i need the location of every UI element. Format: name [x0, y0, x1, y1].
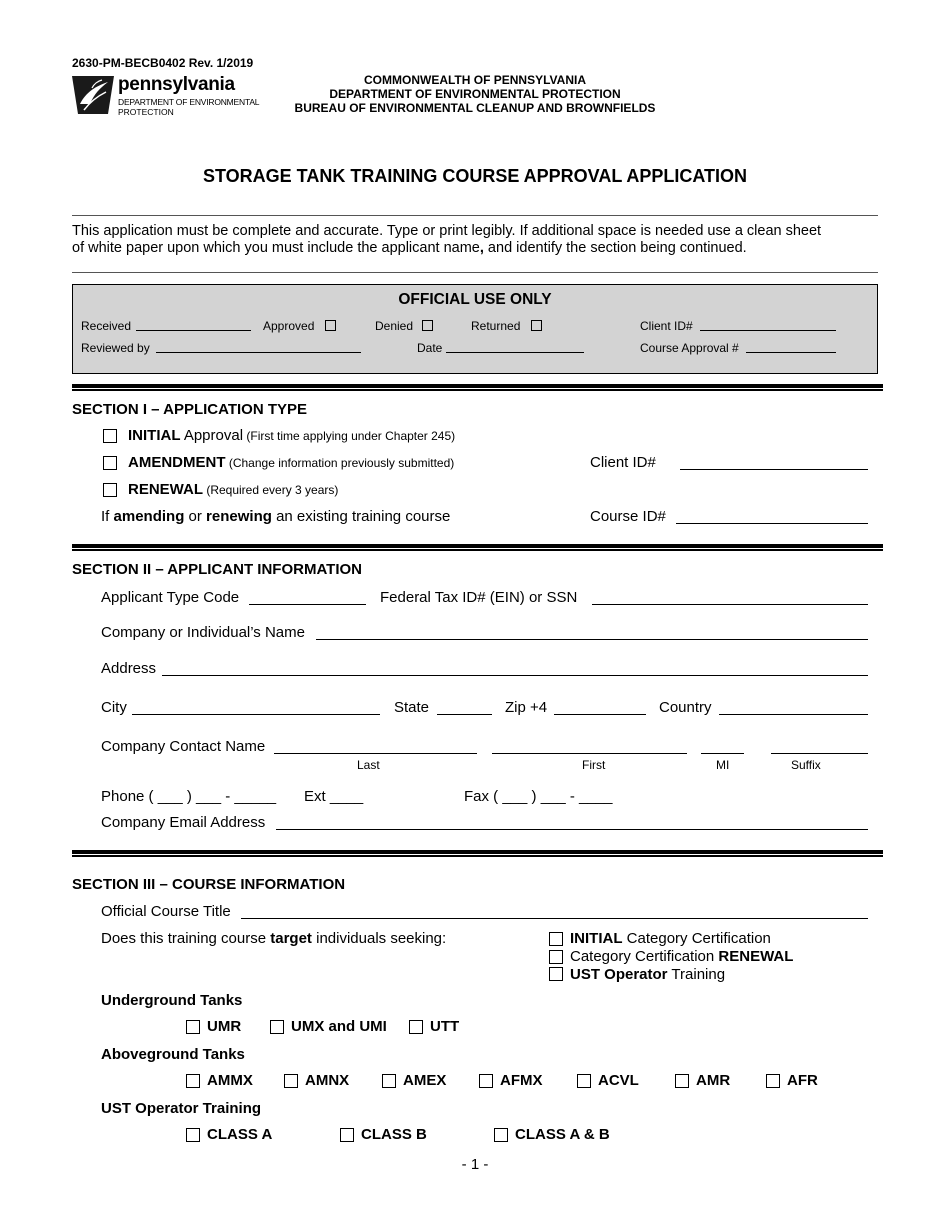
reviewed-by-label: Reviewed by	[81, 341, 150, 355]
pa-logo	[72, 74, 272, 118]
applicant-type-field[interactable]	[249, 604, 366, 605]
amex-checkbox[interactable]	[382, 1074, 396, 1088]
section1-heading: SECTION I – APPLICATION TYPE	[72, 401, 308, 418]
agency-line1: COMMONWEALTH OF PENNSYLVANIA	[364, 73, 586, 87]
zip-label: Zip +4	[505, 699, 548, 716]
renewal-option-label: RENEWAL (Required every 3 years)	[128, 481, 339, 498]
course-approval-label: Course Approval #	[640, 341, 739, 355]
country-label: Country	[659, 699, 712, 716]
contact-last-field[interactable]	[274, 753, 477, 754]
city-field[interactable]	[132, 714, 380, 715]
amend-renew-note: If amending or renewing an existing training course	[101, 508, 451, 525]
target-ust-checkbox[interactable]	[549, 967, 563, 981]
umr-label: UMR	[207, 1018, 242, 1035]
applicant-type-label: Applicant Type Code	[101, 589, 240, 606]
amendment-checkbox[interactable]	[103, 456, 117, 470]
target-renewal-label: Category Certification RENEWAL	[570, 948, 794, 965]
class-b-label: CLASS B	[361, 1126, 427, 1143]
acvl-label: ACVL	[598, 1072, 639, 1089]
logo-subline2: PROTECTION	[118, 107, 174, 117]
federal-tax-label: Federal Tax ID# (EIN) or SSN	[380, 589, 578, 606]
denied-checkbox[interactable]	[422, 320, 433, 331]
contact-mi-field[interactable]	[701, 753, 744, 754]
course-title-field[interactable]	[241, 918, 868, 919]
ammx-checkbox[interactable]	[186, 1074, 200, 1088]
last-caption: Last	[357, 758, 380, 772]
form-number: 2630-PM-BECB0402 Rev. 1/2019	[72, 56, 254, 70]
keystone-icon	[72, 74, 114, 116]
official-client-id-label: Client ID#	[640, 319, 693, 333]
reviewed-by-field[interactable]	[156, 352, 361, 353]
utt-label: UTT	[430, 1018, 460, 1035]
divider	[72, 215, 878, 216]
class-ab-checkbox[interactable]	[494, 1128, 508, 1142]
acvl-checkbox[interactable]	[577, 1074, 591, 1088]
received-field[interactable]	[136, 330, 251, 331]
initial-checkbox[interactable]	[103, 429, 117, 443]
denied-label: Denied	[375, 319, 414, 333]
approved-checkbox[interactable]	[325, 320, 336, 331]
target-initial-label: INITIAL Category Certification	[570, 930, 771, 947]
target-ust-label: UST Operator Training	[570, 966, 726, 983]
class-a-label: CLASS A	[207, 1126, 273, 1143]
logo-subline1: DEPARTMENT OF ENVIRONMENTAL	[118, 97, 260, 107]
company-name-label: Company or Individual’s Name	[101, 624, 305, 641]
target-renewal-checkbox[interactable]	[549, 950, 563, 964]
federal-tax-field[interactable]	[592, 604, 868, 605]
section-divider	[72, 544, 883, 551]
page-title: STORAGE TANK TRAINING COURSE APPROVAL APPLICATION	[202, 166, 748, 186]
agency-line2: DEPARTMENT OF ENVIRONMENTAL PROTECTION	[329, 87, 621, 101]
umr-checkbox[interactable]	[186, 1020, 200, 1034]
ammx-label: AMMX	[207, 1072, 253, 1089]
company-name-field[interactable]	[316, 639, 868, 640]
renewal-checkbox[interactable]	[103, 483, 117, 497]
fax-field[interactable]: Fax ( ___ ) ___ - ____	[464, 788, 613, 805]
received-label: Received	[81, 319, 132, 333]
first-caption: First	[582, 758, 606, 772]
amendment-option-label: AMENDMENT (Change information previously submitted)	[128, 454, 455, 471]
ust-heading: UST Operator Training	[101, 1100, 262, 1117]
s1-client-id-label: Client ID#	[590, 454, 656, 471]
afr-checkbox[interactable]	[766, 1074, 780, 1088]
class-a-checkbox[interactable]	[186, 1128, 200, 1142]
date-field[interactable]	[446, 352, 584, 353]
s1-course-id-label: Course ID#	[590, 508, 666, 525]
mi-caption: MI	[716, 758, 730, 772]
course-approval-field[interactable]	[746, 352, 836, 353]
intro-line2: of white paper upon which you must include the applicant name, and identify the section being continued.	[72, 240, 747, 256]
state-label: State	[394, 699, 430, 716]
ext-field[interactable]: Ext ____	[304, 788, 364, 805]
returned-label: Returned	[471, 319, 521, 333]
official-client-id-field[interactable]	[700, 330, 836, 331]
amex-label: AMEX	[403, 1072, 447, 1089]
zip-field[interactable]	[554, 714, 646, 715]
section2-heading: SECTION II – APPLICANT INFORMATION	[72, 561, 363, 578]
divider	[72, 272, 878, 273]
s1-course-id-field[interactable]	[676, 523, 868, 524]
umx-umi-label: UMX and UMI	[291, 1018, 387, 1035]
state-field[interactable]	[437, 714, 492, 715]
amr-checkbox[interactable]	[675, 1074, 689, 1088]
section-divider	[72, 384, 883, 391]
amr-label: AMR	[696, 1072, 731, 1089]
contact-suffix-field[interactable]	[771, 753, 868, 754]
umx-umi-checkbox[interactable]	[270, 1020, 284, 1034]
underground-heading: Underground Tanks	[101, 992, 243, 1009]
initial-option-label: INITIAL Approval (First time applying under Chapter 245)	[128, 427, 456, 444]
returned-checkbox[interactable]	[531, 320, 542, 331]
page-number: - 1 -	[461, 1156, 489, 1173]
amnx-label: AMNX	[305, 1072, 350, 1089]
section3-heading: SECTION III – COURSE INFORMATION	[72, 876, 346, 893]
course-title-label: Official Course Title	[101, 903, 231, 920]
intro-line1: This application must be complete and accurate. Type or print legibly. If additional space is needed use a clean sheet	[72, 223, 822, 239]
date-label: Date	[417, 341, 443, 355]
city-label: City	[101, 699, 127, 716]
address-field[interactable]	[162, 675, 868, 676]
aboveground-heading: Aboveground Tanks	[101, 1046, 245, 1063]
s1-client-id-field[interactable]	[680, 469, 868, 470]
utt-checkbox[interactable]	[409, 1020, 423, 1034]
class-b-checkbox[interactable]	[340, 1128, 354, 1142]
amnx-checkbox[interactable]	[284, 1074, 298, 1088]
logo-wordmark: pennsylvania	[118, 74, 235, 95]
section-divider	[72, 850, 883, 857]
contact-first-field[interactable]	[492, 753, 687, 754]
contact-name-label: Company Contact Name	[101, 738, 266, 755]
address-label: Address	[101, 660, 157, 677]
approved-label: Approved	[263, 319, 315, 333]
email-field[interactable]	[276, 829, 868, 830]
afr-label: AFR	[787, 1072, 818, 1089]
afmx-label: AFMX	[500, 1072, 543, 1089]
suffix-caption: Suffix	[791, 758, 821, 772]
country-field[interactable]	[719, 714, 868, 715]
email-label: Company Email Address	[101, 814, 266, 831]
target-initial-checkbox[interactable]	[549, 932, 563, 946]
target-question: Does this training course target individuals seeking:	[101, 930, 447, 947]
class-ab-label: CLASS A & B	[515, 1126, 610, 1143]
phone-field[interactable]: Phone ( ___ ) ___ - _____	[101, 788, 277, 805]
afmx-checkbox[interactable]	[479, 1074, 493, 1088]
agency-line3: BUREAU OF ENVIRONMENTAL CLEANUP AND BROWNFIELDS	[294, 101, 656, 115]
official-use-heading: OFFICIAL USE ONLY	[398, 291, 552, 308]
